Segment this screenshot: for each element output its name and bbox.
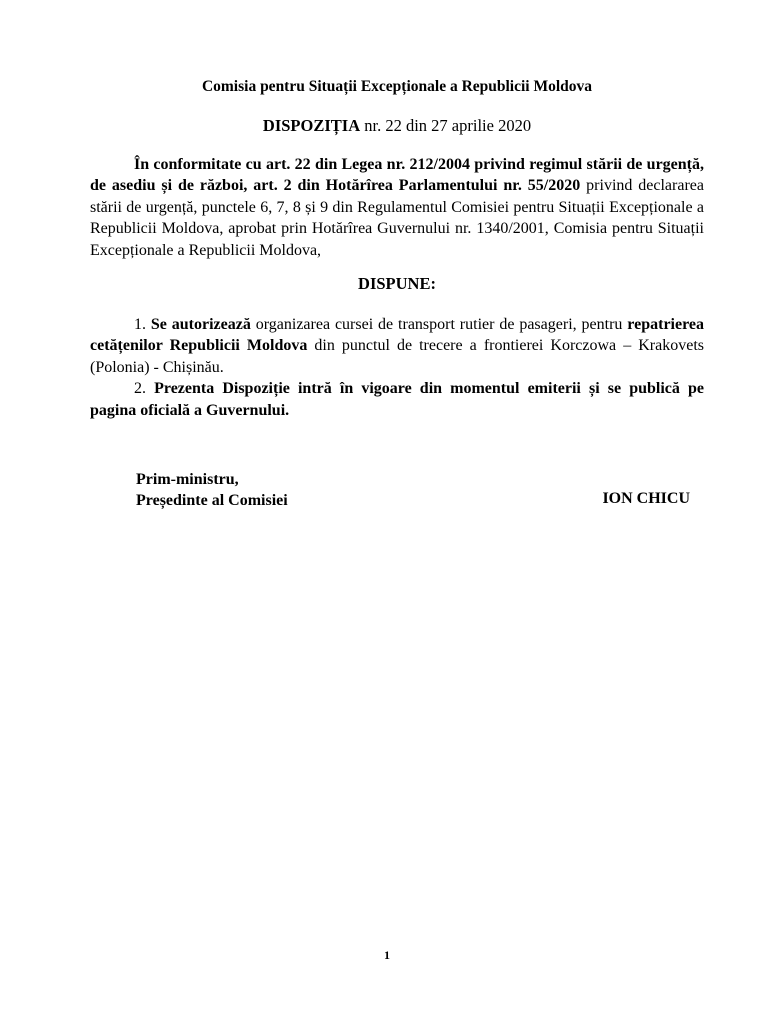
document-title-label: DISPOZIȚIA [262, 116, 361, 135]
point-item [90, 314, 704, 378]
preamble-continuation: privind declararea stării de urgență, punctele 6, 7, 8 și 9 din Regulamentul Comisiei pentru Situații Excepționale a Republicii Moldova, aprobat prin Hotărîrea Guvernului nr. 1340/2001, Comisia pentru Situații Excepționale a Republicii Moldova, [90, 177, 704, 259]
point-text: din punctul de trecere a frontierei Korczowa – Krakovets (Polonia) - Chișinău. [90, 337, 705, 376]
points-list [90, 314, 704, 421]
point-text: organizarea cursei de transport rutier de pasageri, pentru [250, 316, 628, 333]
dispune-heading: DISPUNE: [358, 274, 436, 293]
point-text-bold: repatrierea cetățenilor Republicii Moldova [90, 316, 704, 355]
page-number: 1 [384, 948, 390, 962]
document-title-number-date: nr. 22 din 27 aprilie 2020 [360, 116, 532, 135]
signature-block [136, 469, 288, 511]
point-number: 1. [134, 316, 151, 333]
document-heading: Comisia pentru Situații Excepționale a Republicii Moldova [201, 78, 593, 95]
signer-position-line2: Președinte al Comisiei [136, 492, 288, 509]
point-text-bold: Prezenta Dispoziție intră în vigoare din momentul emiterii și se publică pe pagina oficială a Guvernului. [90, 380, 704, 419]
preamble-paragraph [90, 154, 704, 261]
point-number: 2. [134, 380, 155, 398]
preamble-legal-basis: În conformitate cu art. 22 din Legea nr. 212/2004 privind regimul stării de urgență, de asediu și de război, art. 2 din Hotărîrea Parlamentului nr. 55/2020 [90, 156, 704, 195]
point-item [90, 378, 704, 421]
document-title [90, 116, 704, 136]
point-text-bold: Se autorizează [150, 316, 251, 333]
signer-name: ION CHICU [602, 490, 690, 507]
signer-position-line1: Prim-ministru, [136, 471, 239, 488]
